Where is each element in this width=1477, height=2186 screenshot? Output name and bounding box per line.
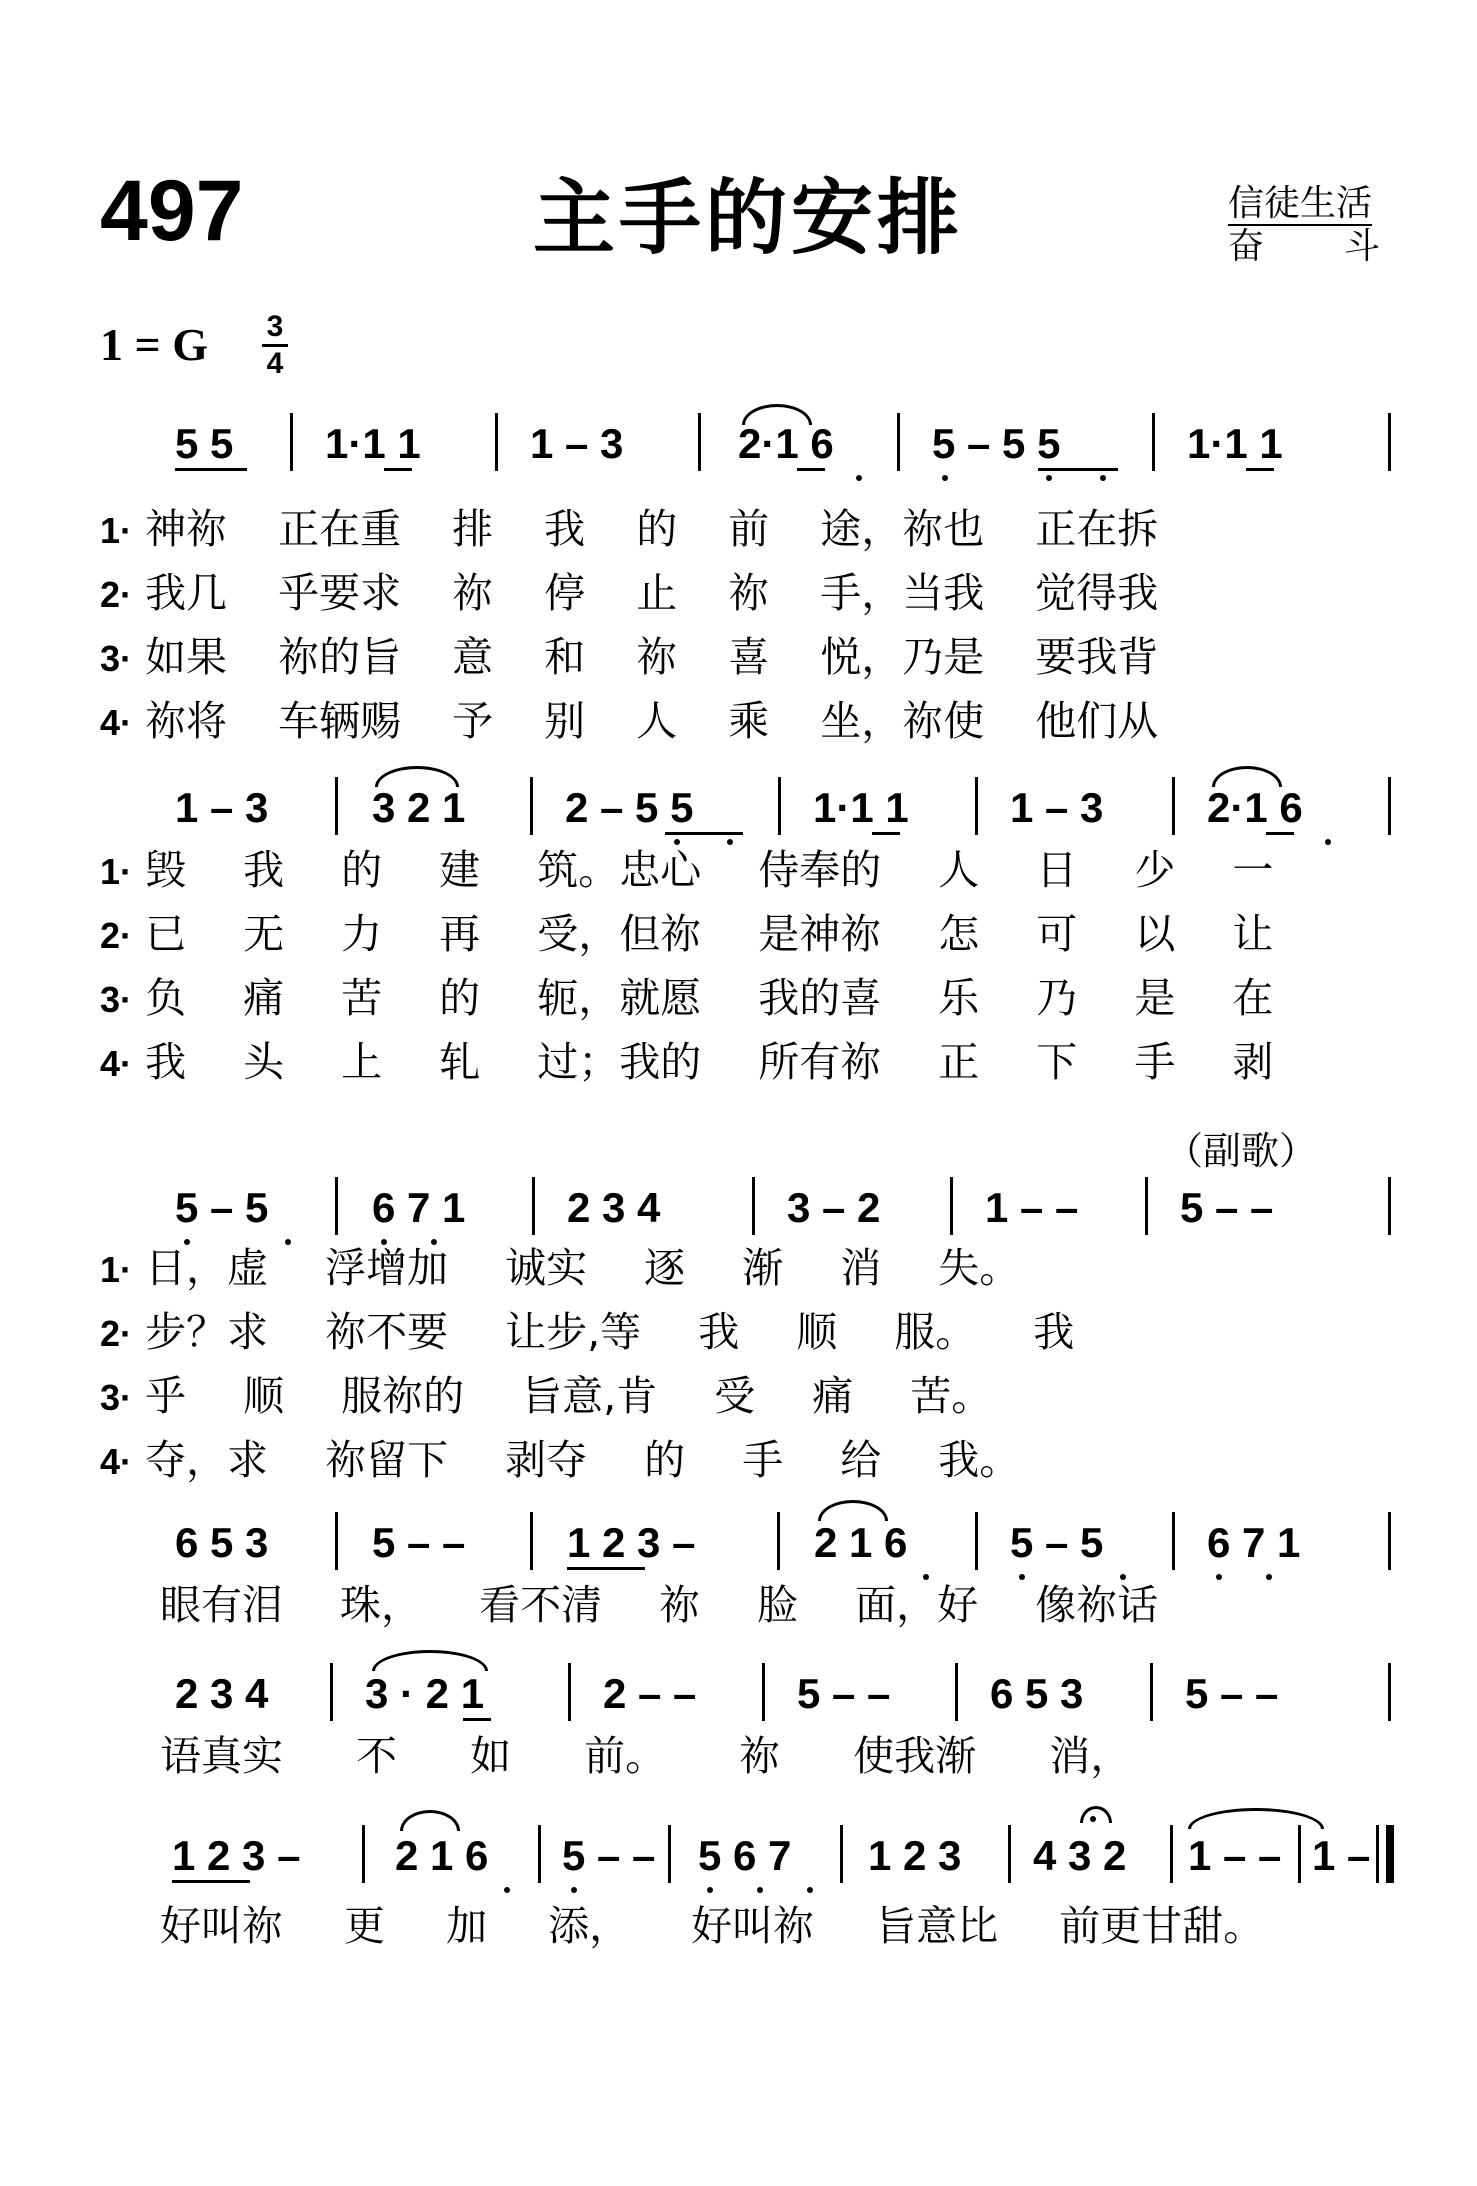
lyric-text: 负 痛 苦 的 轭，就愿 我的喜 乐 乃 是 在 [145,974,1274,1022]
lyric-text: 毁 我 的 建 筑。忠心 侍奉的 人 日 少 一 [145,846,1274,894]
barline [530,777,533,835]
verse-line [100,974,1274,1022]
lyric-text: 步？求 祢不要 让步,等 我 顺 服。 我 [145,1308,1075,1356]
measure: 1 – [1312,1832,1371,1879]
measure: 1·1 1 [325,420,421,467]
verse-line [100,633,1159,681]
lyric-text: 我几 乎要求 祢 停 止 祢 手，当我 觉得我 [145,569,1159,617]
lower-octave-dot [757,1887,763,1893]
barline [950,1177,953,1235]
barline [1388,1177,1391,1235]
measure: 5 5 [175,420,234,467]
verse-number: 2· [100,1313,133,1354]
barline [1150,1663,1153,1721]
measure: 2·1 6 [1207,784,1303,831]
verse-number: 1· [100,1249,133,1290]
time-signature-top: 3 [262,312,288,347]
barline [335,1177,338,1235]
measure: 2 1 6 [814,1519,908,1566]
barline [1388,1512,1391,1570]
final-barline-thick [1386,1825,1394,1883]
measure: 1 – – [1188,1832,1282,1879]
verse-number: 1· [100,510,133,551]
measure: 1·1 1 [813,784,909,831]
measure: 1·1 1 [1187,420,1283,467]
barline [568,1663,571,1721]
beam [665,832,743,835]
verse-line [100,1308,1075,1356]
barline [335,777,338,835]
beam [1266,832,1294,835]
barline [1145,1177,1148,1235]
barline [778,777,781,835]
measure: 6 7 1 [1207,1519,1301,1566]
measure: 3 – 2 [787,1184,881,1231]
lyric-line: 好叫祢 更 加 添， 好叫祢 旨意比 前更甘甜。 [160,1902,1265,1950]
measure: 6 7 1 [372,1184,466,1231]
verse-line [100,1372,993,1420]
barline [1008,1825,1011,1883]
measure: 5 – 5 [1010,1519,1104,1566]
barline [1172,777,1175,835]
barline [1298,1825,1301,1883]
lyric-line: 语真实 不 如 前。 祢 使我渐 消， [160,1732,1132,1780]
verse-number: 4· [100,1043,133,1084]
lyric-text: 祢将 车辆赐 予 别 人 乘 坐，祢使 他们从 [145,697,1159,745]
verse-number: 3· [100,638,133,679]
verse-number: 4· [100,702,133,743]
barline [1388,1663,1391,1721]
beam [797,468,825,471]
author-char: 奋 [1228,226,1265,267]
measure: 1 2 3 – [172,1832,301,1879]
barline [1388,777,1391,835]
measure: 6 5 3 [175,1519,269,1566]
measure: 2 1 6 [395,1832,489,1879]
barline [752,1177,755,1235]
verse-number: 3· [100,1377,133,1418]
measure: 2 3 4 [567,1184,661,1231]
lower-octave-dot [923,1574,929,1580]
beam [384,468,412,471]
author-char: 斗 [1343,226,1380,267]
hymn-number: 497 [100,163,244,259]
lower-octave-dot [1019,1574,1025,1580]
beam [172,1880,250,1883]
lower-octave-dot [942,475,948,481]
lyric-text: 夺，求 祢留下 剥夺 的 手 给 我。 [145,1436,1021,1484]
verse-line [100,910,1274,958]
lower-octave-dot [504,1887,510,1893]
barline [840,1825,843,1883]
fermata [1080,1806,1112,1823]
barline [330,1663,333,1721]
lyric-text: 已 无 力 再 受，但祢 是神祢 怎 可 以 让 [145,910,1274,958]
barline [1172,1512,1175,1570]
verse-line [100,1244,1021,1292]
barline [538,1825,541,1883]
barline [1152,413,1155,471]
fermata-dot [1090,1816,1096,1822]
barline [362,1825,365,1883]
barline [975,777,978,835]
lower-octave-dot [727,839,733,845]
measure: 3 · 2 1 [365,1670,485,1717]
lyric-text: 乎 顺 服祢的 旨意,肯 受 痛 苦。 [145,1372,993,1420]
beam [567,1567,645,1570]
lower-octave-dot [856,475,862,481]
measure: 5 – – [372,1519,466,1566]
measure: 2 – 5 5 [565,784,694,831]
barline [1388,413,1391,471]
barline [495,413,498,471]
time-signature [262,312,288,381]
measure: 5 – – [797,1670,891,1717]
barline [975,1512,978,1570]
measure: 1 2 3 – [567,1519,696,1566]
lower-octave-dot [1325,839,1331,845]
lyric-text: 如果 祢的旨 意 和 祢 喜 悦，乃是 要我背 [145,633,1159,681]
verse-number: 2· [100,915,133,956]
measure: 4 3 2 [1033,1832,1127,1879]
measure: 5 – 5 5 [932,420,1061,467]
verse-line [100,569,1159,617]
barline [777,1512,780,1570]
lower-octave-dot [1266,1574,1272,1580]
hymn-source: 信徒生活 [1228,183,1373,224]
slur [372,1650,488,1671]
measure: 1 – 3 [1010,784,1104,831]
lower-octave-dot [1216,1574,1222,1580]
lyric-text: 日，虚 浮增加 诚实 逐 渐 消 失。 [145,1244,1021,1292]
measure: 5 – 5 [175,1184,269,1231]
measure: 1 – 3 [530,420,624,467]
lyric-text: 神祢 正在重 排 我 的 前 途，祢也 正在拆 [145,505,1159,553]
lower-octave-dot [571,1887,577,1893]
beam [872,832,900,835]
measure: 1 – 3 [175,784,269,831]
measure: 5 – – [562,1832,656,1879]
beam [1246,468,1274,471]
barline [955,1663,958,1721]
beam [463,1718,491,1721]
lower-octave-dot [1100,475,1106,481]
measure: 3 2 1 [372,784,466,831]
time-signature-bottom: 4 [266,347,284,380]
measure: 5 6 7 [698,1832,792,1879]
verse-number: 2· [100,574,133,615]
lower-octave-dot [707,1887,713,1893]
measure: 2 – – [603,1670,697,1717]
barline [335,1512,338,1570]
barline [897,413,900,471]
measure: 6 5 3 [990,1670,1084,1717]
verse-number: 4· [100,1441,133,1482]
slur [818,1500,888,1521]
barline [668,1825,671,1883]
verse-number: 3· [100,979,133,1020]
slur [1188,1808,1324,1829]
lyric-line: 眼有泪 珠， 看不清 祢 脸 面，好 像祢话 [160,1581,1159,1629]
measure: 2·1 6 [738,420,834,467]
slur [400,1810,460,1831]
barline [530,1512,533,1570]
hymn-title: 主手的安排 [533,171,964,266]
measure: 1 2 3 [868,1832,962,1879]
lower-octave-dot [674,839,680,845]
beam [175,468,247,471]
lower-octave-dot [807,1887,813,1893]
barline [762,1663,765,1721]
measure: 5 – – [1185,1670,1279,1717]
barline [1170,1825,1173,1883]
lyric-text: 我 头 上 轧 过；我的 所有祢 正 下 手 剥 [145,1038,1274,1086]
lower-octave-dot [1120,1574,1126,1580]
measure: 5 – – [1180,1184,1274,1231]
lower-octave-dot [1046,475,1052,481]
verse-line [100,1436,1021,1484]
key-signature: 1 = G [100,319,208,370]
measure: 1 – – [985,1184,1079,1231]
beam [1038,468,1118,471]
verse-line [100,505,1159,553]
verse-number: 1· [100,851,133,892]
verse-line [100,1038,1274,1086]
barline [290,413,293,471]
final-barline-thin [1376,1825,1379,1883]
barline [532,1177,535,1235]
chorus-label: （副歌） [1165,1129,1318,1173]
verse-line [100,697,1159,745]
hymn-author [1228,226,1380,267]
barline [698,413,701,471]
verse-line [100,846,1274,894]
measure: 2 3 4 [175,1670,269,1717]
